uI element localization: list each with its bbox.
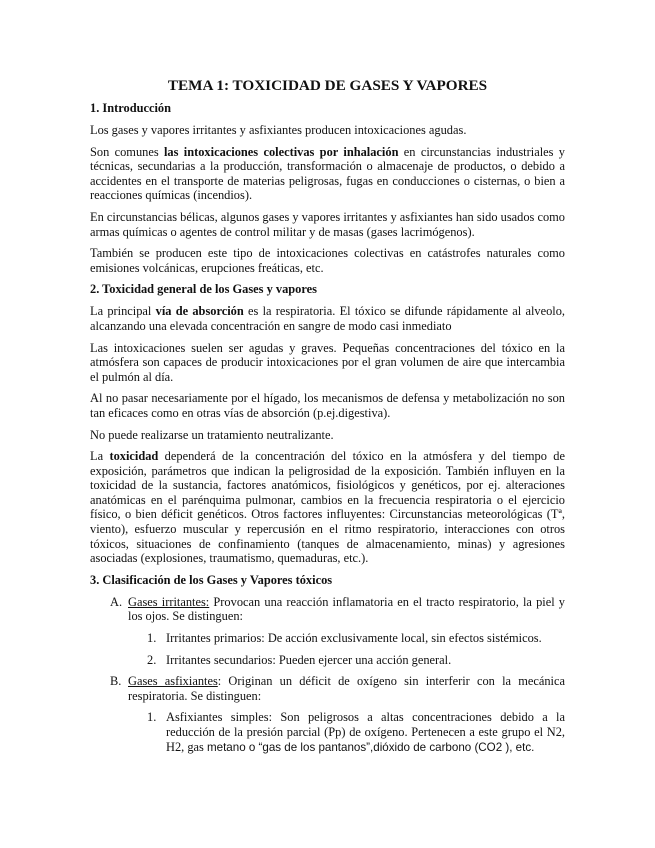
list-item-gases-asfixiantes: [90, 674, 565, 755]
classification-list: [90, 595, 565, 755]
text-run: en circunstancias industriales y técnicas, secundarias a la producción, transformación o almacenaje de productos, o debido a accidentes en el transporte de materias peligrosas, fugas en conducciones o cisternas, o bien a reacciones químicas (incendios).: [90, 144, 565, 203]
underlined-term: Gases asfixiantes: [128, 674, 218, 689]
text-run: Son comunes: [90, 144, 164, 159]
bold-term: vía de absorción: [155, 304, 244, 319]
list-item-text: Irritantes primarios: De acción exclusivamente local, sin efectos sistémicos.: [166, 631, 542, 646]
sublist-asfixiantes: [128, 710, 565, 755]
text-run: es la respiratoria. El tóxico se difunde rápidamente al alveolo, alcanzando una elevada concentración en sangre de modo casi inmediato: [90, 304, 566, 333]
bold-term: las intoxicaciones colectivas por inhalación: [163, 144, 399, 159]
text-run: La: [90, 449, 110, 464]
paragraph: [90, 145, 565, 203]
paragraph: No puede realizarse un tratamiento neutralizante.: [90, 427, 334, 442]
paragraph: Al no pasar necesariamente por el hígado, los mecanismos de defensa y metabolización no son tan eficaces como en otras vías de absorción (p.ej.digestiva).: [90, 391, 565, 420]
text-run: : Originan un déficit de oxígeno sin interferir con la mecánica respiratoria. Se distinguen:: [128, 674, 565, 703]
section-heading-introduccion: 1. Introducción: [90, 101, 172, 115]
list-item: [128, 710, 565, 755]
list-item-text: [166, 710, 565, 755]
document-title: TEMA 1: TOXICIDAD DE GASES Y VAPORES: [167, 77, 488, 94]
section-heading-clasificacion: 3. Clasificación de los Gases y Vapores tóxicos: [90, 572, 333, 587]
paragraph: Las intoxicaciones suelen ser agudas y graves. Pequeñas concentraciones del tóxico en la atmósfera son capaces de producir intoxicaciones por el gran volumen de aire que intercambia el pulmón al día.: [90, 340, 565, 384]
bold-term: toxicidad: [109, 449, 159, 464]
paragraph: También se producen este tipo de intoxicaciones colectivas en catástrofes naturales como emisiones volcánicas, erupciones freáticas, etc.: [90, 246, 565, 275]
list-item-text: [128, 674, 565, 703]
list-item-gases-irritantes: [90, 595, 565, 667]
list-item-text: Irritantes secundarios: Pueden ejercer una acción general.: [166, 652, 452, 667]
text-run: Asfixiantes simples: Son peligrosos a altas concentraciones debido a la reducción de la presión parcial (Pp) de oxígeno. Pertenecen a este grupo el N2, H2, gas: [166, 710, 565, 754]
section-heading-toxicidad-general: 2. Toxicidad general de los Gases y vapores: [90, 282, 317, 297]
sublist-irritantes: [128, 631, 565, 667]
list-marker: B.: [110, 674, 122, 689]
paragraph: Los gases y vapores irritantes y asfixiantes producen intoxicaciones agudas.: [90, 123, 467, 137]
list-marker: 2.: [147, 652, 157, 667]
paragraph: [90, 304, 565, 333]
text-run: La principal: [90, 304, 156, 319]
text-run: Provocan una reacción inflamatoria en el tracto respiratorio, la piel y los ojos. Se distinguen:: [128, 594, 566, 624]
text-run-sans: metano o “gas de los pantanos”,dióxido de carbono (CO2 ), etc.: [206, 740, 535, 754]
list-marker: 1.: [147, 710, 157, 725]
list-marker: 1.: [147, 631, 157, 646]
list-marker: A.: [110, 594, 123, 609]
list-item: [128, 631, 565, 646]
text-run: dependerá de la concentración del tóxico en la atmósfera y del tiempo de exposición, parámetros que indican la peligrosidad de la exposición. También influyen en la toxicidad de la sustancia, factores anatómicos, fisiológicos y genéticos, por ej. alteraciones anatómicas en el parénquima pulmonar, cambios en la frecuencia respiratoria o el ejercicio físico, o bien déficit genéticos. Otros factores influyentes: Circunstancias meteorológicas (Tª, viento), esfuerzo muscular y repercusión en el ritmo respiratorio, interacciones con otros tóxicos, situaciones de confinamiento (tanques de almacenamiento, minas) y agresiones asociadas (explosiones, traumatismo, quemaduras, etc.).: [90, 449, 565, 566]
paragraph: [90, 449, 565, 566]
list-item: [128, 653, 565, 668]
underlined-term: Gases irritantes:: [128, 594, 210, 609]
paragraph: En circunstancias bélicas, algunos gases y vapores irritantes y asfixiantes han sido usados como armas químicas o agentes de control militar y de masas (gases lacrimógenos).: [90, 209, 565, 239]
list-item-text: [128, 595, 565, 624]
